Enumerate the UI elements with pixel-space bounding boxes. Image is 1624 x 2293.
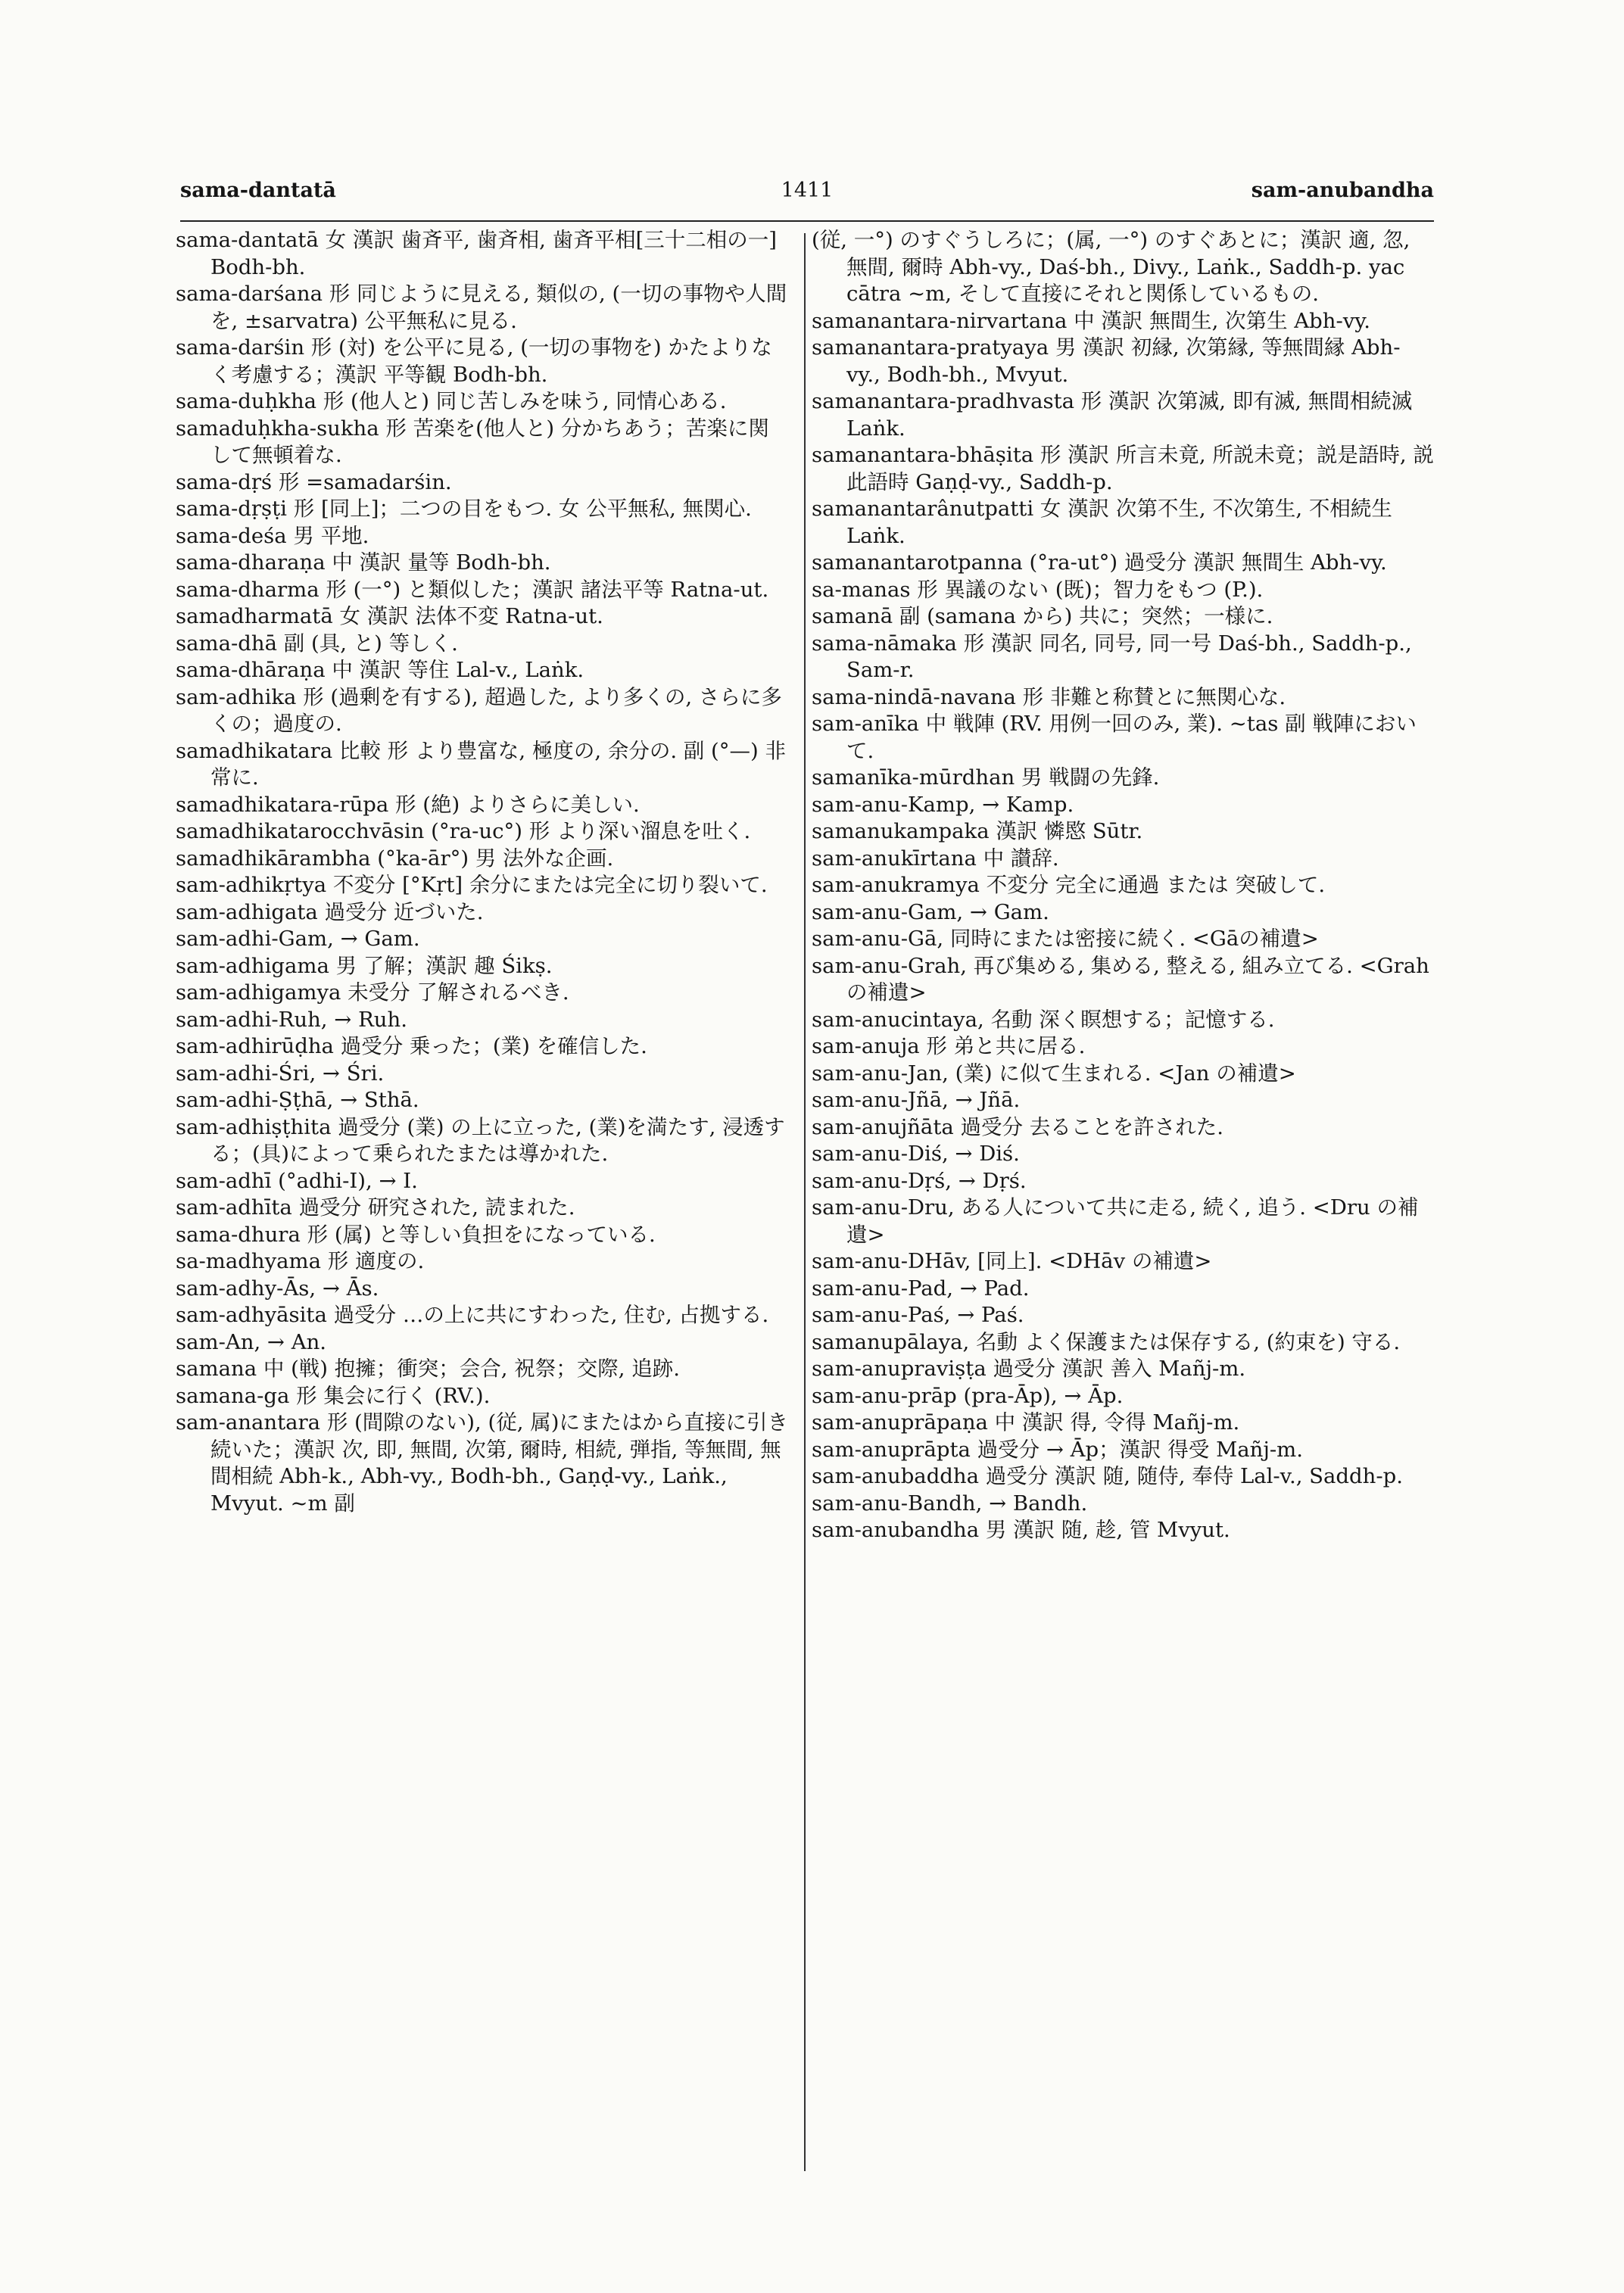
dictionary-entry: sama-nindā-navana 形 非難と称賛とに無関心な. <box>812 684 1286 709</box>
dictionary-entry: sam-anupraviṣṭa 過受分 漢訳 善入 Mañj-m. <box>812 1357 1246 1381</box>
dictionary-entry: samanantara-bhāṣita 形 漢訳 所言未竟, 所説未竟；説是語時, 説此語時 Gaṇḍ-vy., Saddh-p. <box>812 443 1434 494</box>
dictionary-entry: sam-adhiṣṭhita 過受分 (業) の上に立った, (業)を満たす, 浸透する；(具)によって乗られたまたは導かれた. <box>176 1114 785 1166</box>
header-rule <box>180 220 1434 222</box>
dictionary-entry: sam-adhīta 過受分 研究された, 読まれた. <box>176 1195 575 1220</box>
left-guide-word: sama-dantatā <box>180 179 336 202</box>
dictionary-entry: sama-dṛṣṭi 形 [同上]；二つの目をもつ. 女 公平無私, 無関心. <box>176 497 752 521</box>
dictionary-entry: sama-darśin 形 (対) を公平に見る, (一切の事物を) かたよりなく考慮する；漢訳 平等観 Bodh-bh. <box>176 335 772 387</box>
page-number: 1411 <box>781 179 834 202</box>
dictionary-entry: sam-anu-Dru, ある人について共に走る, 続く, 追う. <Dru の補遺> <box>812 1195 1419 1247</box>
dictionary-entry: sam-anu-Jñā, → Jñā. <box>812 1088 1021 1112</box>
right-guide-word: sam-anubandha <box>1251 179 1434 202</box>
dictionary-entry: samanā 副 (samana から) 共に；突然；一様に. <box>812 604 1273 628</box>
dictionary-entry: sama-dhā 副 (具, と) 等しく. <box>176 631 458 656</box>
dictionary-entry: sama-nāmaka 形 漢訳 同名, 同号, 同一号 Daś-bh., Saddh-p., Sam-r. <box>812 631 1412 682</box>
dictionary-entry: samanukampaka 漢訳 憐愍 Sūtr. <box>812 819 1143 843</box>
dictionary-entry: samanīka-mūrdhan 男 戦闘の先鋒. <box>812 765 1160 790</box>
dictionary-entry: samadhikārambha (°ka-ār°) 男 法外な企画. <box>176 846 614 871</box>
dictionary-entry: sam-adhigama 男 了解；漢訳 趣 Śikṣ. <box>176 953 553 978</box>
column-divider <box>804 233 806 2171</box>
right-column <box>812 227 1434 1544</box>
dictionary-entry: sam-adhi-Ruh, → Ruh. <box>176 1007 407 1032</box>
dictionary-entry: samadhikatara-rūpa 形 (絶) よりさらに美しい. <box>176 792 640 817</box>
dictionary-entry: sam-adhigamya 未受分 了解されるべき. <box>176 980 569 1005</box>
dictionary-entry: sama-deśa 男 平地. <box>176 523 369 548</box>
dictionary-entry: sa-manas 形 異議のない (既)；智力をもつ (P.). <box>812 577 1264 602</box>
dictionary-entry: sama-dṛś 形 =samadarśin. <box>176 469 452 494</box>
dictionary-entry: samanupālaya, 名動 よく保護または保存する, (約束を) 守る. <box>812 1329 1401 1354</box>
dictionary-entry: sam-anu-Jan, (業) に似て生まれる. <Jan の補遺> <box>812 1061 1296 1086</box>
dictionary-entry: sam-anuprāpaṇa 中 漢訳 得, 令得 Mañj-m. <box>812 1410 1240 1435</box>
dictionary-entry: sam-adhi-Śri, → Śri. <box>176 1061 385 1086</box>
dictionary-entry: sam-adhi-Gam, → Gam. <box>176 927 420 951</box>
dictionary-entry: samana 中 (戦) 抱擁；衝突；会合, 祝祭；交際, 追跡. <box>176 1357 680 1381</box>
dictionary-entry: samana-ga 形 集会に行く (RV.). <box>176 1383 491 1408</box>
dictionary-entry: sama-darśana 形 同じように見える, 類似の, (一切の事物や人間を, ±sarvatra) 公平無私に見る. <box>176 282 787 333</box>
dictionary-entry: sam-anubandha 男 漢訳 随, 趁, 管 Mvyut. <box>812 1518 1230 1542</box>
dictionary-entry: sam-anantara 形 (間隙のない), (従, 属)にまたはから直接に引き続いた；漢訳 次, 即, 無間, 次第, 爾時, 相続, 弾指, 等無間, 無間相続 Abh-k., Abh-vy., Bodh-bh., Gaṇḍ-vy., Laṅk., Mvyut. ~m 副 <box>176 1410 788 1516</box>
dictionary-entry: sam-anuja 形 弟と共に居る. <box>812 1034 1086 1058</box>
dictionary-entry: samadhikatara 比較 形 より豊富な, 極度の, 余分の. 副 (°—) 非常に. <box>176 738 786 790</box>
dictionary-entry: sam-adhyāsita 過受分 …の上に共にすわった, 住む, 占拠する. <box>176 1303 769 1327</box>
dictionary-entry: (従, 一°) のすぐうしろに；(属, 一°) のすぐあとに；漢訳 適, 忽, 無間, 爾時 Abh-vy., Daś-bh., Divy., Laṅk., Saddh-p. yac cātra ~m, そして直接にそれと関係しているもの. <box>812 228 1410 306</box>
dictionary-entry: sam-anu-Pad, → Pad. <box>812 1276 1030 1301</box>
dictionary-entry: sam-adhikṛtya 不変分 [°Kṛt] 余分にまたは完全に切り裂いて. <box>176 873 768 897</box>
dictionary-entry: sam-adhigata 過受分 近づいた. <box>176 899 484 924</box>
dictionary-entry: samanantara-pratyaya 男 漢訳 初縁, 次第縁, 等無間縁 Abh-vy., Bodh-bh., Mvyut. <box>812 335 1401 387</box>
dictionary-entry: sam-adhī (°adhi-I), → I. <box>176 1168 418 1193</box>
dictionary-entry: sama-dharma 形 (一°) と類似した；漢訳 諸法平等 Ratna-ut. <box>176 577 769 602</box>
dictionary-entry: samaduḥkha-sukha 形 苦楽を(他人と) 分かちあう；苦楽に関して無頓着な. <box>176 416 769 467</box>
dictionary-entry: sam-anu-Bandh, → Bandh. <box>812 1491 1088 1516</box>
dictionary-entry: sam-anu-Diś, → Diś. <box>812 1142 1020 1166</box>
dictionary-entry: samadharmatā 女 漢訳 法体不変 Ratna-ut. <box>176 604 603 628</box>
dictionary-entry: sa-madhyama 形 適度の. <box>176 1249 425 1273</box>
dictionary-entry: sam-anujñāta 過受分 去ることを許された. <box>812 1114 1223 1139</box>
dictionary-entry: sam-adhi-Ṣṭhā, → Sthā. <box>176 1088 419 1112</box>
dictionary-entry: sam-anubaddha 過受分 漢訳 随, 随侍, 奉侍 Lal-v., Saddh-p. <box>812 1464 1403 1488</box>
dictionary-entry: samanantara-nirvartana 中 漢訳 無間生, 次第生 Abh-vy. <box>812 308 1370 333</box>
dictionary-entry: sam-anu-DHāv, [同上]. <DHāv の補遺> <box>812 1249 1212 1273</box>
dictionary-entry: sam-anīka 中 戦陣 (RV. 用例一回のみ, 業). ~tas 副 戦陣において. <box>812 712 1417 763</box>
dictionary-entry: sam-anu-Dṛś, → Dṛś. <box>812 1168 1027 1193</box>
dictionary-entry: sam-anukīrtana 中 讃辞. <box>812 846 1059 871</box>
dictionary-entry: sam-anukramya 不変分 完全に通過 または 突破して. <box>812 873 1326 897</box>
dictionary-entry: samanantara-pradhvasta 形 漢訳 次第滅, 即有滅, 無間相続滅 Laṅk. <box>812 389 1413 441</box>
dictionary-entry: sam-anuprāpta 過受分 → Āp；漢訳 得受 Mañj-m. <box>812 1437 1304 1462</box>
dictionary-entry: sam-adhy-Ās, → Ās. <box>176 1276 379 1301</box>
dictionary-entry: sam-adhirūḍha 過受分 乗った；(業) を確信した. <box>176 1034 647 1058</box>
dictionary-entry: sam-An, → An. <box>176 1329 327 1354</box>
dictionary-entry: sama-dharaṇa 中 漢訳 量等 Bodh-bh. <box>176 550 551 575</box>
dictionary-entry: sam-adhika 形 (過剰を有する), 超過した, より多くの, さらに多くの；過度の. <box>176 684 782 736</box>
dictionary-entry: sam-anu-prāp (pra-Āp), → Āp. <box>812 1383 1124 1408</box>
dictionary-entry: sama-dhāraṇa 中 漢訳 等住 Lal-v., Laṅk. <box>176 658 584 682</box>
dictionary-entry: samanantarotpanna (°ra-ut°) 過受分 漢訳 無間生 Abh-vy. <box>812 550 1387 575</box>
dictionary-entry: sam-anu-Gam, → Gam. <box>812 899 1049 924</box>
page-header <box>180 179 1434 212</box>
dictionary-entry: sam-anucintaya, 名動 深く瞑想する；記憶する. <box>812 1007 1275 1032</box>
dictionary-entry: samadhikatarocchvāsin (°ra-uc°) 形 より深い溜息を吐く. <box>176 819 751 843</box>
dictionary-entry: sama-dhura 形 (属) と等しい負担をになっている. <box>176 1222 656 1247</box>
dictionary-entry: sam-anu-Grah, 再び集める, 集める, 整える, 組み立てる. <Grah の補遺> <box>812 953 1429 1005</box>
dictionary-entry: sama-dantatā 女 漢訳 歯斉平, 歯斉相, 歯斉平相[三十二相の一] Bodh-bh. <box>176 228 778 279</box>
dictionary-entry: sam-anu-Paś, → Paś. <box>812 1303 1024 1327</box>
dictionary-entry: sama-duḥkha 形 (他人と) 同じ苦しみを味う, 同情心ある. <box>176 389 727 413</box>
dictionary-entry: sam-anu-Kamp, → Kamp. <box>812 792 1074 817</box>
dictionary-entry: sam-anu-Gā, 同時にまたは密接に続く. <Gāの補遺> <box>812 927 1319 951</box>
left-column <box>176 227 789 1517</box>
dictionary-entry: samanantarânutpatti 女 漢訳 次第不生, 不次第生, 不相続生 Laṅk. <box>812 497 1392 548</box>
